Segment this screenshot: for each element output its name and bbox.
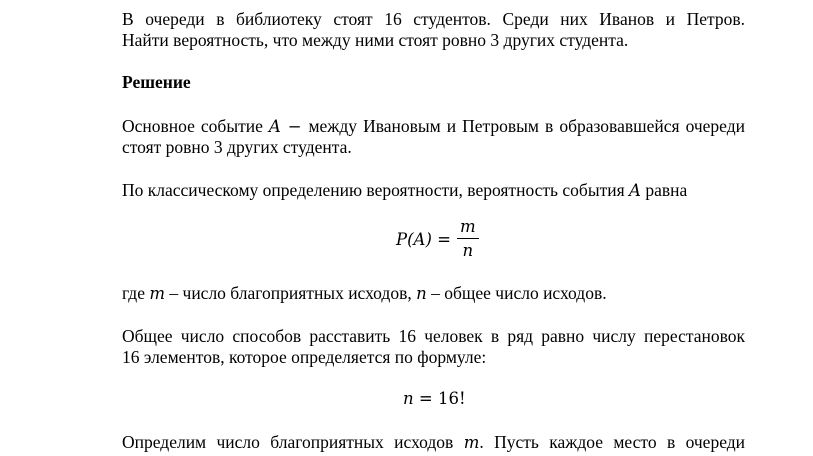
fraction-denominator: n	[462, 241, 474, 260]
total-line-2: 16 элементов, которое определяется по формуле:	[122, 347, 487, 367]
problem-line-2: Найти вероятность, что между ними стоят ровно 3 других студента.	[122, 30, 629, 50]
favorable-outcomes-text: Определим число благоприятных исходов m. Пусть каждое место в очереди	[122, 432, 745, 452]
solution-heading: Решение	[122, 72, 191, 92]
where-explanation: где m – число благоприятных исходов, n – общее число исходов.	[122, 283, 607, 303]
total-line-1: Общее число способов расставить 16 человек в ряд равно числу перестановок	[122, 326, 745, 346]
formula-lhs: P(A) =	[396, 229, 451, 249]
classic-definition: По классическому определению вероятности, вероятность события A равна	[122, 180, 688, 200]
factorial-rhs: = 16!	[413, 389, 466, 408]
event-symbol: A	[268, 117, 281, 136]
factorial-formula	[403, 389, 466, 408]
problem-statement	[122, 9, 745, 51]
total-outcomes-text	[122, 326, 745, 368]
event-definition: Основное событие A − между Ивановым и Петровым в образовавшейся очереди стоят ровно 3 других студента.	[122, 116, 745, 157]
factorial-lhs: n	[403, 389, 414, 408]
fraction	[457, 218, 479, 260]
probability-formula	[396, 218, 479, 260]
event-symbol-2: A	[629, 181, 641, 200]
problem-line-1: В очереди в библиотеку стоят 16 студентов. Среди них Иванов и Петров.	[122, 9, 745, 29]
fraction-numerator: m	[457, 218, 479, 239]
